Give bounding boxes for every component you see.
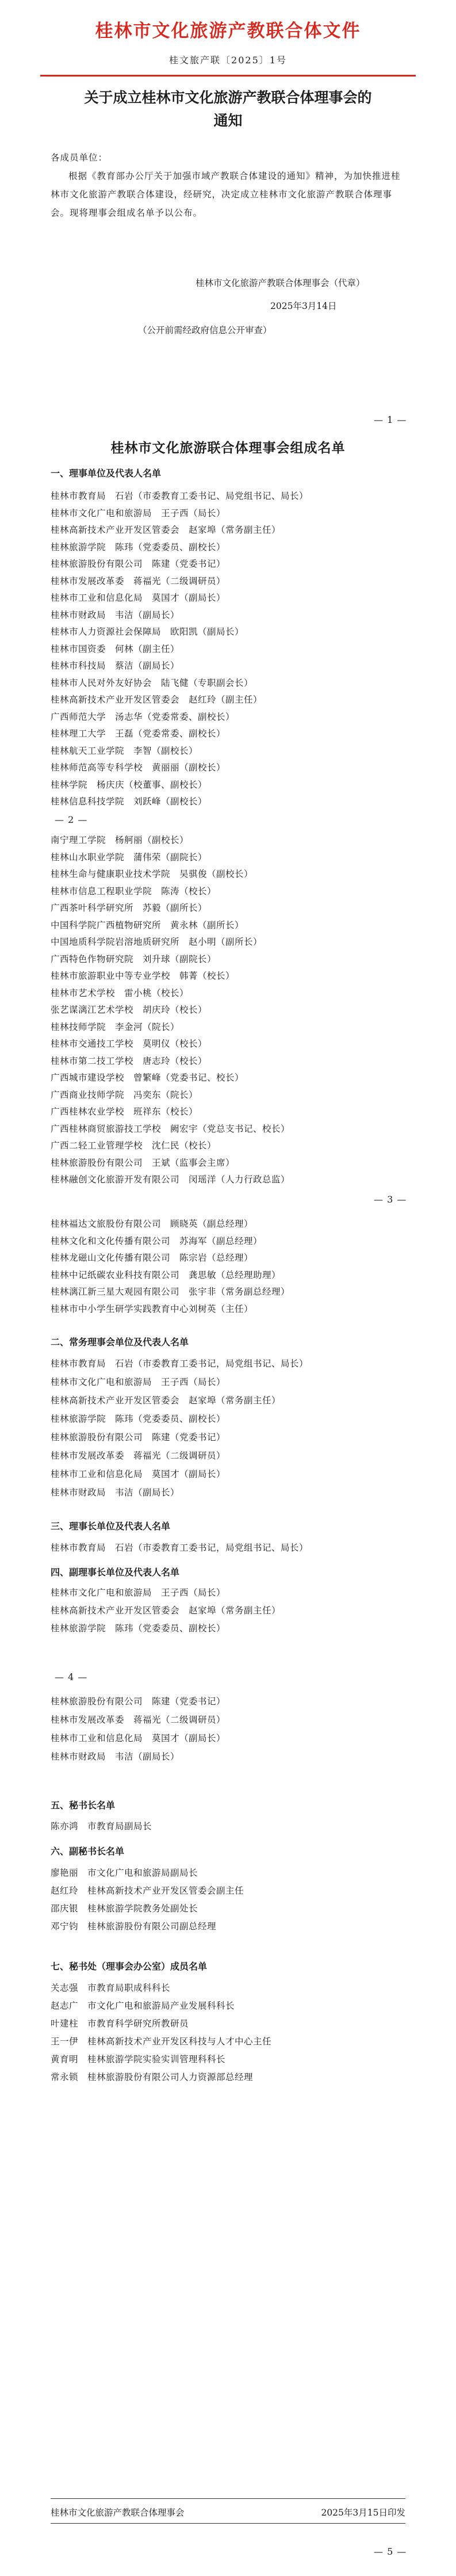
list-item: 桂林市交通技工学校 莫明仪（校长） (51, 1039, 208, 1049)
section-heading-1: 一、理事单位及代表人名单 (51, 468, 162, 479)
list-item: 广西城市建设学校 曾繁峰（党委书记、校长） (51, 1073, 244, 1083)
list-item: 桂林市教育局 石岩（市委教育工委书记，局党组书记、局长） (51, 1543, 309, 1553)
list-item: 桂林生命与健康职业技术学院 吴骐俊（副校长） (51, 869, 254, 879)
footer-date: 2025年3月15日印发 (321, 2508, 405, 2518)
notice-title-line1: 关于成立桂林市文化旅游产教联合体理事会的 (84, 89, 372, 106)
page-number-3: — 3 — (374, 1194, 407, 1205)
page-number-4: — 4 — (55, 1671, 88, 1682)
list-item: 桂林旅游学院 陈玮（党委委员、副校长） (51, 1623, 226, 1634)
list-item: 桂林市工业和信息化局 莫国才（副局长） (51, 1469, 226, 1479)
notice-body: 根据《教育部办公厅关于加强市域产教联合体建设的通知》精神，为加快推进桂林市文化旅游产教联合体建设，经研究，决定成立桂林市文化旅游产教联合体理事会。现将理事会组成名单予以公布。 (51, 171, 401, 218)
list-item: 廖艳丽 市文化广电和旅游局副局长 (51, 1868, 198, 1878)
section-heading-5: 五、秘书长名单 (51, 1800, 116, 1811)
list-item: 桂林市文化广电和旅游局 王子西（局长） (51, 1587, 226, 1598)
list-item: 桂林旅游股份有限公司 陈建（党委书记） (51, 1432, 226, 1442)
list-item: 桂林市信息工程职业学院 陈涛（校长） (51, 886, 217, 896)
footer-rule-top (51, 2498, 405, 2499)
list-item: 广西桂林农业学校 班祥东（校长） (51, 1106, 198, 1117)
list-item: 桂林山水职业学院 蒲伟荣（副院长） (51, 852, 208, 863)
list-item: 桂林师范高等专科学校 黄丽丽（副校长） (51, 762, 226, 773)
list-item: 桂林市教育局 石岩（市委教育工委书记，局党组书记、局长） (51, 1358, 309, 1369)
footer-rule-bottom (51, 2523, 405, 2524)
document-header-title: 桂林市文化旅游产教联合体文件 (95, 21, 361, 41)
list-item: 桂林市财政局 韦洁（副局长） (51, 1751, 180, 1762)
list-item: 桂林市发展改革委 蒋福光（二级调研员） (51, 1715, 226, 1725)
footer-org: 桂林市文化旅游产教联合体理事会 (51, 2508, 185, 2518)
list-item: 桂林市国资委 何林（副主任） (51, 643, 180, 654)
list-item: 桂林市中小学生研学实践教育中心刘树英（主任） (51, 1303, 254, 1314)
list-item: 桂林旅游股份有限公司 王斌（监事会主席） (51, 1157, 235, 1168)
list-item: 桂林市人民对外友好协会 陆飞健（专职副会长） (51, 677, 254, 688)
section-heading-3: 三、理事长单位及代表人名单 (51, 1521, 171, 1532)
list-item: 桂林市科技局 蔡洁（副局长） (51, 661, 180, 671)
list-item: 桂林市教育局 石岩（市委教育工委书记、局党组书记、局长） (51, 491, 309, 501)
page-number-5: — 5 — (374, 2546, 407, 2557)
list-item: 黄育明 桂林旅游学院实验实训管理科科长 (51, 2054, 226, 2064)
list-item: 赵志广 市文化广电和旅游局产业发展科科长 (51, 2001, 235, 2011)
list-item: 关志强 市教育局职成科科长 (51, 1983, 171, 1993)
document-number: 桂文旅产联〔2025〕1号 (169, 55, 287, 66)
list-item: 广西茶叶科学研究所 苏毅（副所长） (51, 903, 208, 913)
disclosure-note: （公开前需经政府信息公开审查） (138, 325, 272, 335)
list-item: 广西商业技师学院 冯奕东（院长） (51, 1089, 198, 1100)
issue-date: 2025年3月14日 (270, 301, 337, 311)
list-item: 桂林市财政局 韦洁（副局长） (51, 609, 180, 620)
red-divider (40, 75, 416, 77)
list-item: 邓宁钧 桂林旅游股份有限公司副总经理 (51, 1921, 217, 1932)
list-item: 南宁理工学院 杨舸丽（副校长） (51, 835, 189, 845)
list-item: 广西桂林商贸旅游技工学校 阙宏宇（党总支书记、校长） (51, 1123, 290, 1134)
list-item: 王一伊 桂林高新技术产业开发区科技与人才中心主任 (51, 2036, 272, 2047)
list-item: 广西特色作物研究院 刘升球（副院长） (51, 953, 217, 964)
list-item: 广西师范大学 汤志华（党委常委、副校长） (51, 711, 235, 722)
list-item: 常永锁 桂林旅游股份有限公司人力资源部总经理 (51, 2072, 254, 2082)
list-item: 桂林福达文旅股份有限公司 顾晓英（副总经理） (51, 1219, 254, 1229)
list-item: 桂林理工大学 王磊（党委常委、副校长） (51, 728, 226, 739)
list-item: 桂林市文化广电和旅游局 王子西（局长） (51, 507, 226, 518)
list-item: 邵庆银 桂林旅游学院教务处副处长 (51, 1903, 198, 1914)
list-item: 桂林市发展改革委 蒋福光（二级调研员） (51, 575, 226, 586)
list-item: 桂林信息科技学院 刘跃峰（副校长） (51, 796, 208, 807)
list-item: 桂林高新技术产业开发区管委会 赵家埠（常务副主任） (51, 525, 281, 535)
notice-title-line2: 通知 (213, 112, 243, 129)
list-item: 桂林航天工业学院 李智（副校长） (51, 745, 198, 756)
list-item: 桂林旅游股份有限公司 陈建（党委书记） (51, 1696, 226, 1707)
member-list-title: 桂林市文化旅游联合体理事会组成名单 (110, 440, 346, 456)
list-item: 桂林市第二技工学校 唐志玲（校长） (51, 1055, 208, 1066)
signature: 桂林市文化旅游产教联合体理事会（代章） (196, 278, 365, 288)
list-item: 桂林文化和文化传播有限公司 苏海军（副总经理） (51, 1235, 263, 1246)
salutation: 各成员单位： (51, 152, 108, 163)
list-item: 广西二轻工业管理学校 沈仁民（校长） (51, 1140, 217, 1151)
section-heading-6: 六、副秘书长名单 (51, 1846, 125, 1857)
list-item: 桂林高新技术产业开发区管委会 赵红玲（副主任） (51, 694, 263, 705)
list-item: 桂林旅游学院 陈玮（党委委员、副校长） (51, 541, 226, 552)
list-item: 陈亦鸿 市教育局副局长 (51, 1821, 152, 1831)
list-item: 桂林高新技术产业开发区管委会 赵家埠（常务副主任） (51, 1605, 281, 1616)
list-item: 桂林市文化广电和旅游局 王子西（局长） (51, 1377, 226, 1387)
list-item: 桂林龙磁山文化传播有限公司 陈宗岩（总经理） (51, 1253, 254, 1263)
list-item: 中国地质科学院岩溶地质研究所 赵小明（副所长） (51, 937, 263, 947)
list-item: 桂林高新技术产业开发区管委会 赵家埠（常务副主任） (51, 1395, 281, 1406)
list-item: 桂林市工业和信息化局 莫国才（副局长） (51, 593, 226, 603)
list-item: 桂林旅游学院 陈玮（党委委员、副校长） (51, 1414, 226, 1424)
list-item: 赵红玲 桂林高新技术产业开发区管委会副主任 (51, 1886, 244, 1896)
list-item: 桂林学院 杨庆庆（校董事、副校长） (51, 779, 208, 790)
list-item: 叶建柱 市教育科学研究所教研员 (51, 2018, 189, 2029)
list-item: 桂林市艺术学校 雷小桃（校长） (51, 987, 189, 998)
list-item: 张艺谋漓江艺术学校 胡庆玲（校长） (51, 1005, 208, 1015)
list-item: 桂林市发展改革委 蒋福光（二级调研员） (51, 1451, 226, 1461)
page-number-2: — 2 — (55, 814, 88, 825)
list-item: 桂林市财政局 韦洁（副局长） (51, 1487, 180, 1498)
list-item: 桂林旅游股份有限公司 陈建（党委书记） (51, 559, 226, 569)
list-item: 桂林漓江新三星大观园有限公司 张宇非（常务副总经理） (51, 1287, 290, 1297)
section-heading-7: 七、秘书处（理事会办公室）成员名单 (51, 1961, 208, 1972)
section-heading-2: 二、常务理事会单位及代表人名单 (51, 1337, 189, 1348)
list-item: 桂林中记纸碳农业科技有限公司 龚思敏（总经理助理） (51, 1269, 281, 1280)
list-item: 桂林市工业和信息化局 莫国才（副局长） (51, 1733, 226, 1743)
section-heading-4: 四、副理事长单位及代表人名单 (51, 1567, 180, 1578)
list-item: 中国科学院广西植物研究所 黄永林（副所长） (51, 919, 244, 930)
list-item: 桂林技师学院 李金河（院长） (51, 1021, 180, 1032)
list-item: 桂林市旅游职业中等专业学校 韩菁（校长） (51, 971, 235, 981)
list-item: 桂林市人力资源社会保障局 欧阳凯（副局长） (51, 627, 244, 637)
list-item: 桂林融创文化旅游开发有限公司 闵瑶洋（人力行政总监） (51, 1174, 290, 1185)
footer-row (51, 2506, 405, 2518)
page-number-1: — 1 — (374, 414, 407, 425)
